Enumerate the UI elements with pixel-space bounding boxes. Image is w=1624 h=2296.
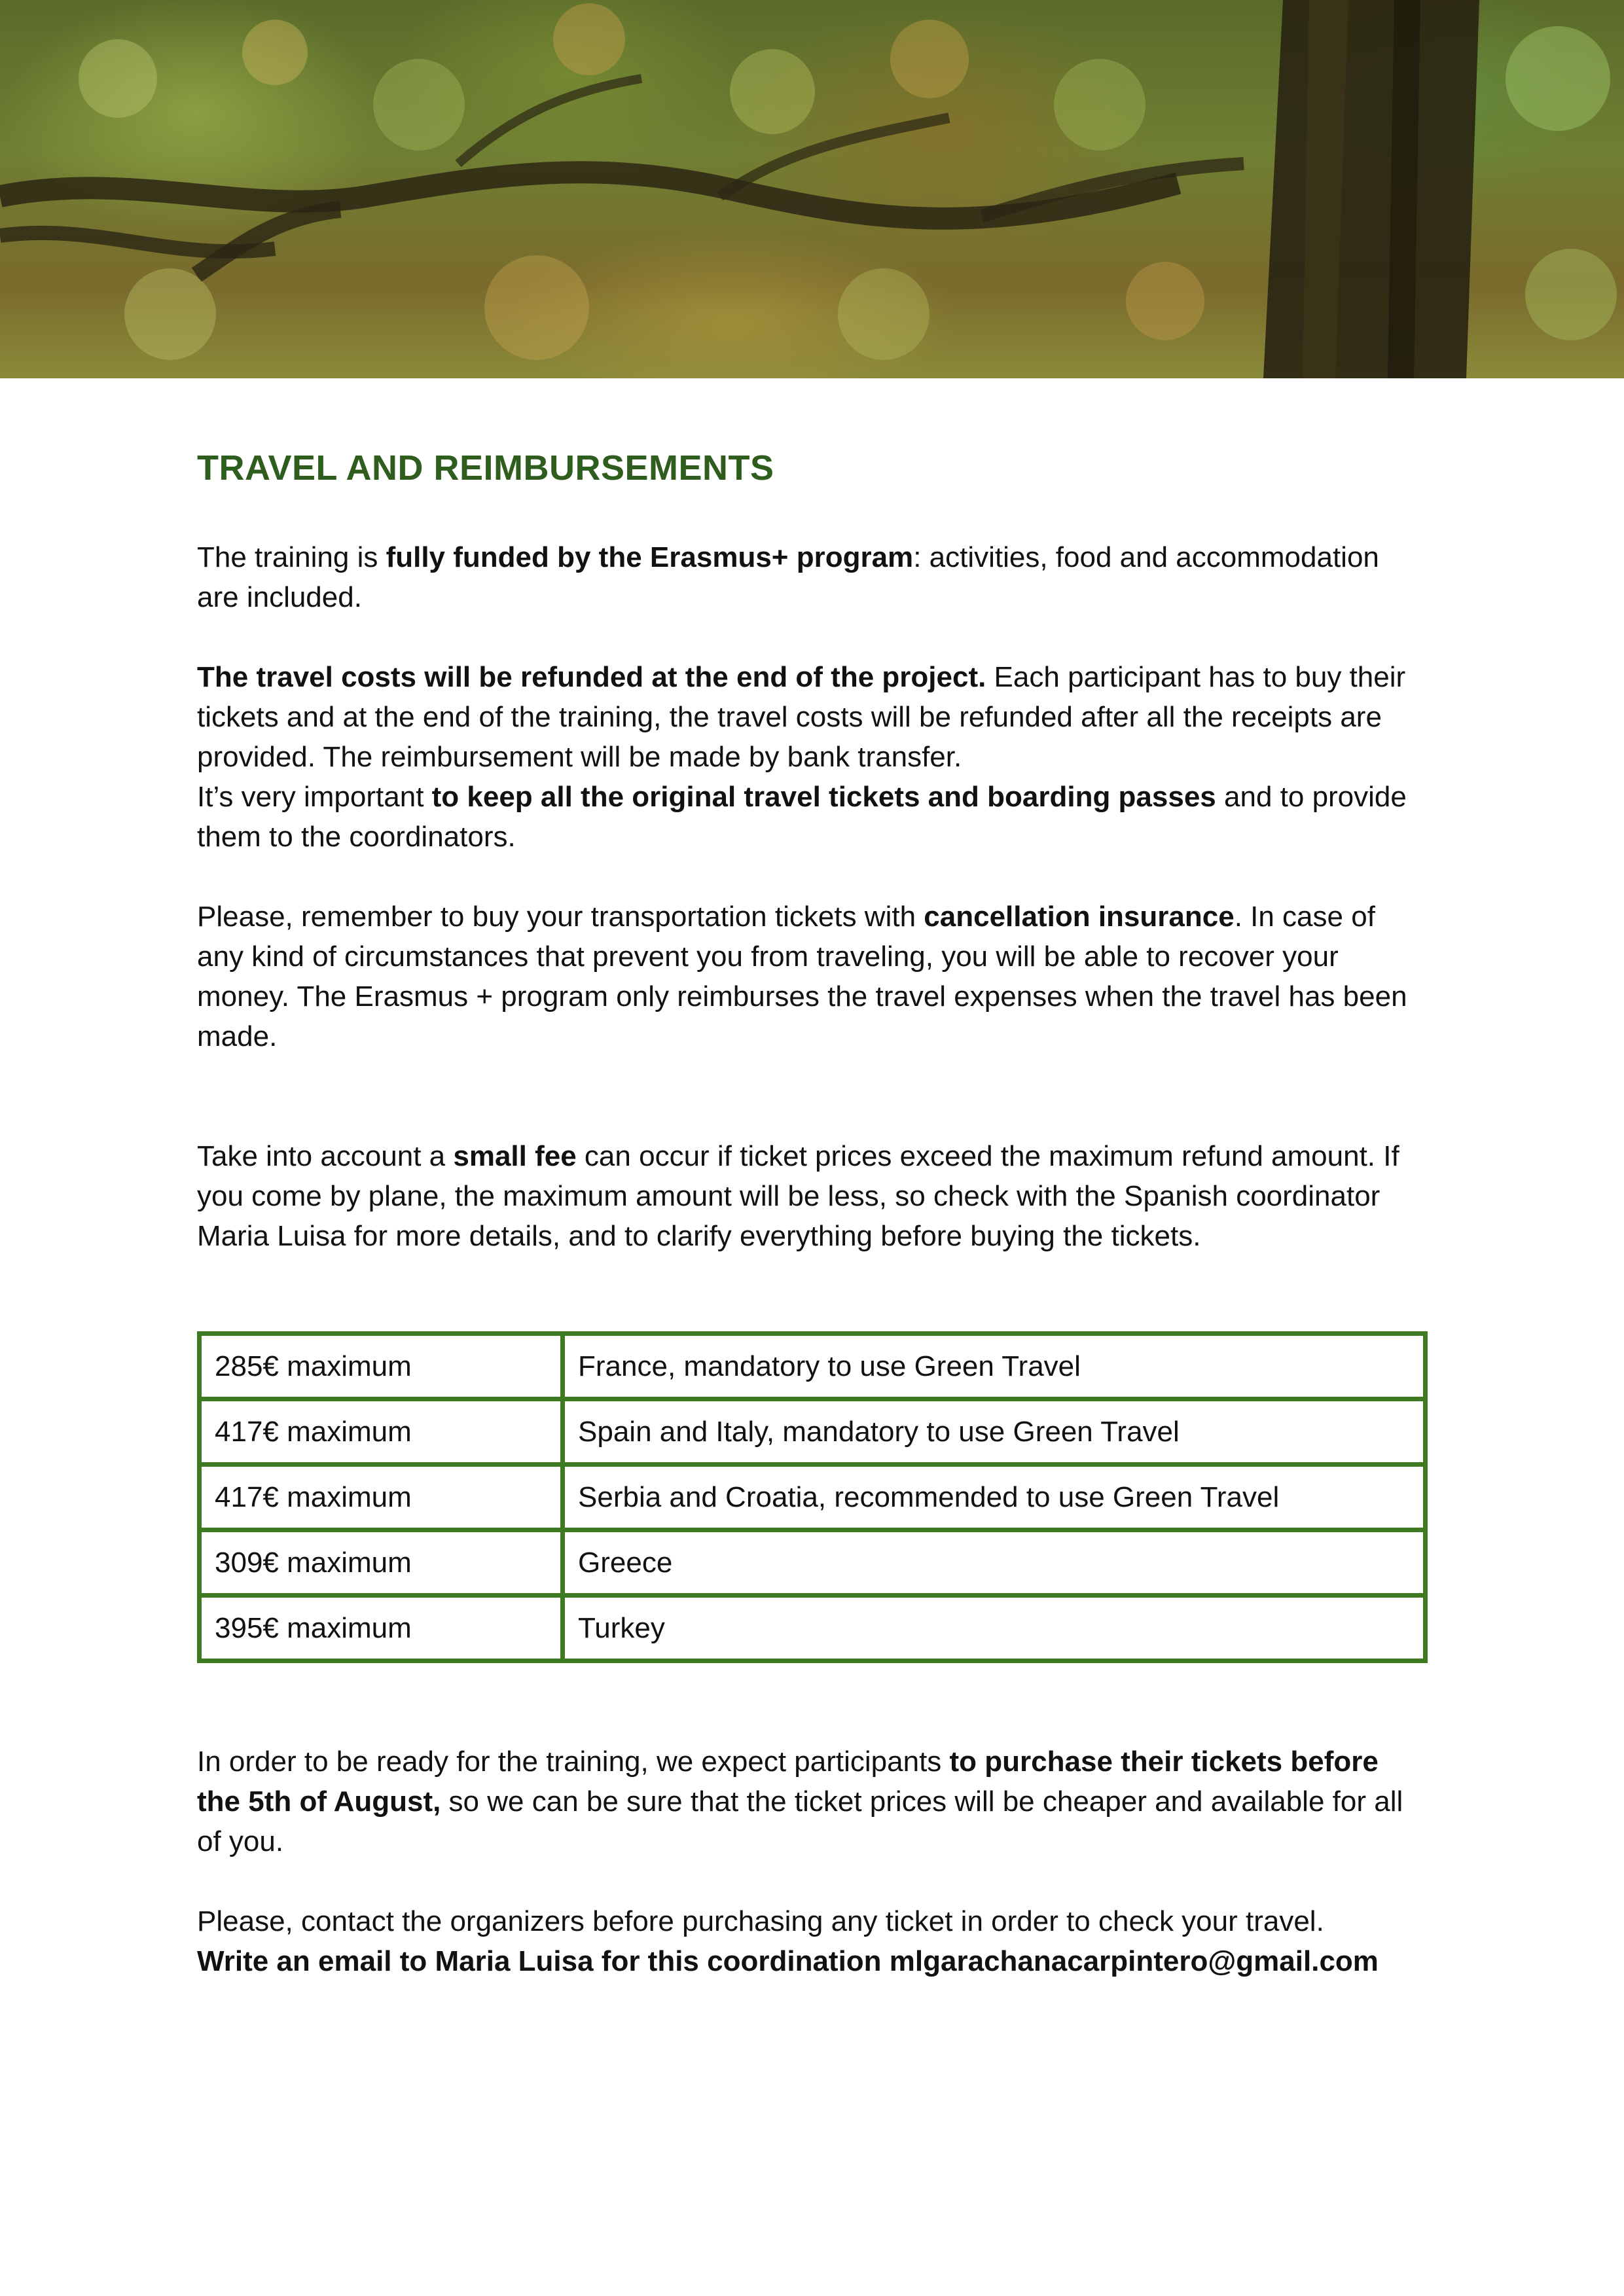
funding-paragraph [197,537,1428,617]
amount-cell: 395€ maximum [200,1596,563,1661]
text-span: . In case of any kind of circumstances that prevent you from traveling, you will be able to recover your money. The Erasmus + program only reimburses the travel expenses when the travel has been made. [197,901,1407,1052]
insurance-paragraph [197,897,1428,1056]
text-span: so we can be sure that the ticket prices will be cheaper and available for all of you. [197,1785,1403,1857]
country-cell: Turkey [563,1596,1426,1661]
text-span: Please, remember to buy your transportation tickets with [197,901,924,933]
bold-span: small fee [453,1140,577,1172]
country-cell: Spain and Italy, mandatory to use Green Travel [563,1399,1426,1465]
document-body [197,445,1428,1981]
text-span: It’s very important [197,781,432,813]
tickets-paragraph [197,777,1428,857]
table-row [200,1334,1426,1399]
text-span: Take into account a [197,1140,454,1172]
contact-paragraph [197,1901,1428,1941]
table-row [200,1596,1426,1661]
bold-span: cancellation insurance [924,901,1235,933]
country-cell: Serbia and Croatia, recommended to use Green Travel [563,1465,1426,1530]
text-span: can occur if ticket prices exceed the maximum refund amount. If you come by plane, the maximum amount will be less, so check with the Spanish coordinator Maria Luisa for more details, and to clarify everything before buying the tickets. [197,1140,1399,1252]
header-photo-foliage [0,0,1624,378]
contact-email: Write an email to Maria Luisa for this coordination mlgarachanacarpintero@gmail.com [197,1945,1379,1977]
refund-paragraph [197,657,1428,777]
text-span: Each participant has to buy their tickets and at the end of the training, the travel costs will be refunded after all the receipts are provided. The reimbursement will be made by bank transfer. [197,661,1406,773]
reimbursement-table [197,1331,1428,1663]
bold-span: fully funded by the Erasmus+ program [386,541,914,573]
amount-cell: 285€ maximum [200,1334,563,1399]
contact-email-line [197,1941,1428,1981]
country-cell: France, mandatory to use Green Travel [563,1334,1426,1399]
deadline-paragraph [197,1742,1428,1861]
fee-paragraph [197,1136,1428,1256]
bold-span: to purchase their tickets before the 5th of August, [197,1746,1379,1818]
country-cell: Greece [563,1530,1426,1596]
text-span: and to provide them to the coordinators. [197,781,1407,853]
page-title: TRAVEL AND REIMBURSEMENTS [197,448,774,488]
text-span: : activities, food and accommodation are included. [197,541,1379,613]
amount-cell: 417€ maximum [200,1465,563,1530]
text-span: The training is [197,541,386,573]
bold-span: to keep all the original travel tickets and boarding passes [431,781,1216,813]
tree-illustration [0,0,1624,378]
table-row [200,1530,1426,1596]
table-row [200,1399,1426,1465]
bold-span: The travel costs will be refunded at the end of the project. [197,661,986,693]
text-span: Please, contact the organizers before purchasing any ticket in order to check your travel. [197,1905,1324,1937]
text-span: In order to be ready for the training, we expect participants [197,1746,950,1778]
table-row [200,1465,1426,1530]
amount-cell: 417€ maximum [200,1399,563,1465]
amount-cell: 309€ maximum [200,1530,563,1596]
